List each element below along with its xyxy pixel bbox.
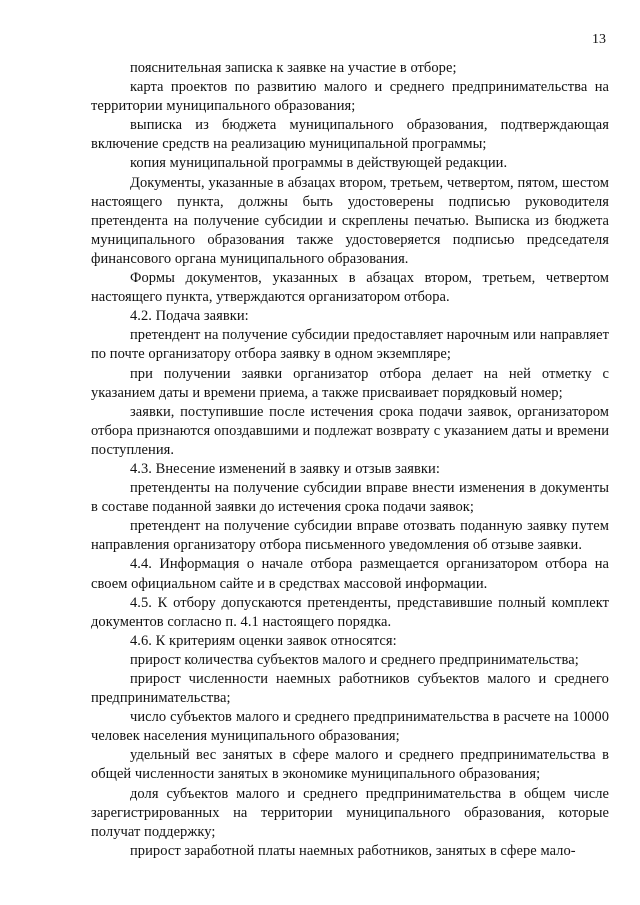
paragraph-withdraw-application: претендент на получение субсидии вправе отозвать поданную заявку путем направления организатору отбора письменного уведомления об отзыве заявки. (91, 518, 609, 554)
paragraph-submission-method: претендент на получение субсидии предоставляет нарочным или направляет по почте организатору отбора заявку в одном экземпляре; (91, 327, 609, 363)
section-heading-4-3: 4.3. Внесение изменений в заявку и отзыв заявки: (130, 460, 440, 477)
document-body (91, 59, 609, 861)
criterion-wage-growth: прирост заработной платы наемных работников, занятых в сфере мало- (130, 842, 576, 859)
criterion-employment-share: удельный вес занятых в сфере малого и среднего предпринимательства в общей численности занятых в экономике муниципального образования; (91, 747, 609, 783)
paragraph-late-applications: заявки, поступившие после истечения срока подачи заявок, организатором отбора признаются опоздавшими и подлежат возврату с указанием даты и времени поступления. (91, 403, 609, 458)
section-heading-4-6: 4.6. К критериям оценки заявок относятся: (130, 632, 397, 649)
paragraph-explanatory-note: пояснительная записка к заявке на участие в отборе; (130, 60, 457, 76)
criterion-supported-share: доля субъектов малого и среднего предпринимательства в общем числе зарегистрированных на территории муниципального образования, которые получат поддержку; (91, 785, 609, 840)
paragraph-document-certification: Документы, указанные в абзацах втором, третьем, четвертом, пятом, шестом настоящего пункта, должны быть удостоверены подписью руководителя претендента на получение субсидии и скреплены печатью. Выписка из бюджета муниципального образования также удостоверяется подписью председателя финансового органа муниципального образования. (91, 174, 609, 267)
paragraph-section-4-4: 4.4. Информация о начале отбора размещается организатором отбора на своем официальном сайте и в средствах массовой информации. (91, 556, 609, 592)
paragraph-section-4-5: 4.5. К отбору допускаются претенденты, представившие полный комплект документов согласно п. 4.1 настоящего порядка. (91, 594, 609, 630)
paragraph-project-map: карта проектов по развитию малого и среднего предпринимательства на территории муниципального образования; (91, 79, 609, 115)
paragraph-program-copy: копия муниципальной программы в действующей редакции. (130, 155, 508, 172)
criterion-smb-per-10000: число субъектов малого и среднего предпринимательства в расчете на 10000 человек населения муниципального образования; (91, 709, 609, 745)
paragraph-receipt-mark: при получении заявки организатор отбора делает на ней отметку с указанием даты и времени приема, а также присваивает порядковый номер; (91, 365, 609, 401)
paragraph-document-forms: Формы документов, указанных в абзацах втором, третьем, четвертом настоящего пункта, утверждаются организатором отбора. (91, 270, 609, 306)
paragraph-budget-extract: выписка из бюджета муниципального образования, подтверждающая включение средств на реализацию муниципальной программы; (91, 117, 609, 153)
section-heading-4-2: 4.2. Подача заявки: (130, 308, 249, 325)
criterion-employee-growth: прирост численности наемных работников субъектов малого и среднего предпринимательства; (91, 671, 609, 707)
criterion-smb-count-growth: прирост количества субъектов малого и среднего предпринимательства; (130, 651, 579, 668)
page-number: 13 (592, 32, 606, 47)
paragraph-amend-application: претенденты на получение субсидии вправе внести изменения в документы в составе поданной заявки до истечения срока подачи заявок; (91, 480, 609, 516)
